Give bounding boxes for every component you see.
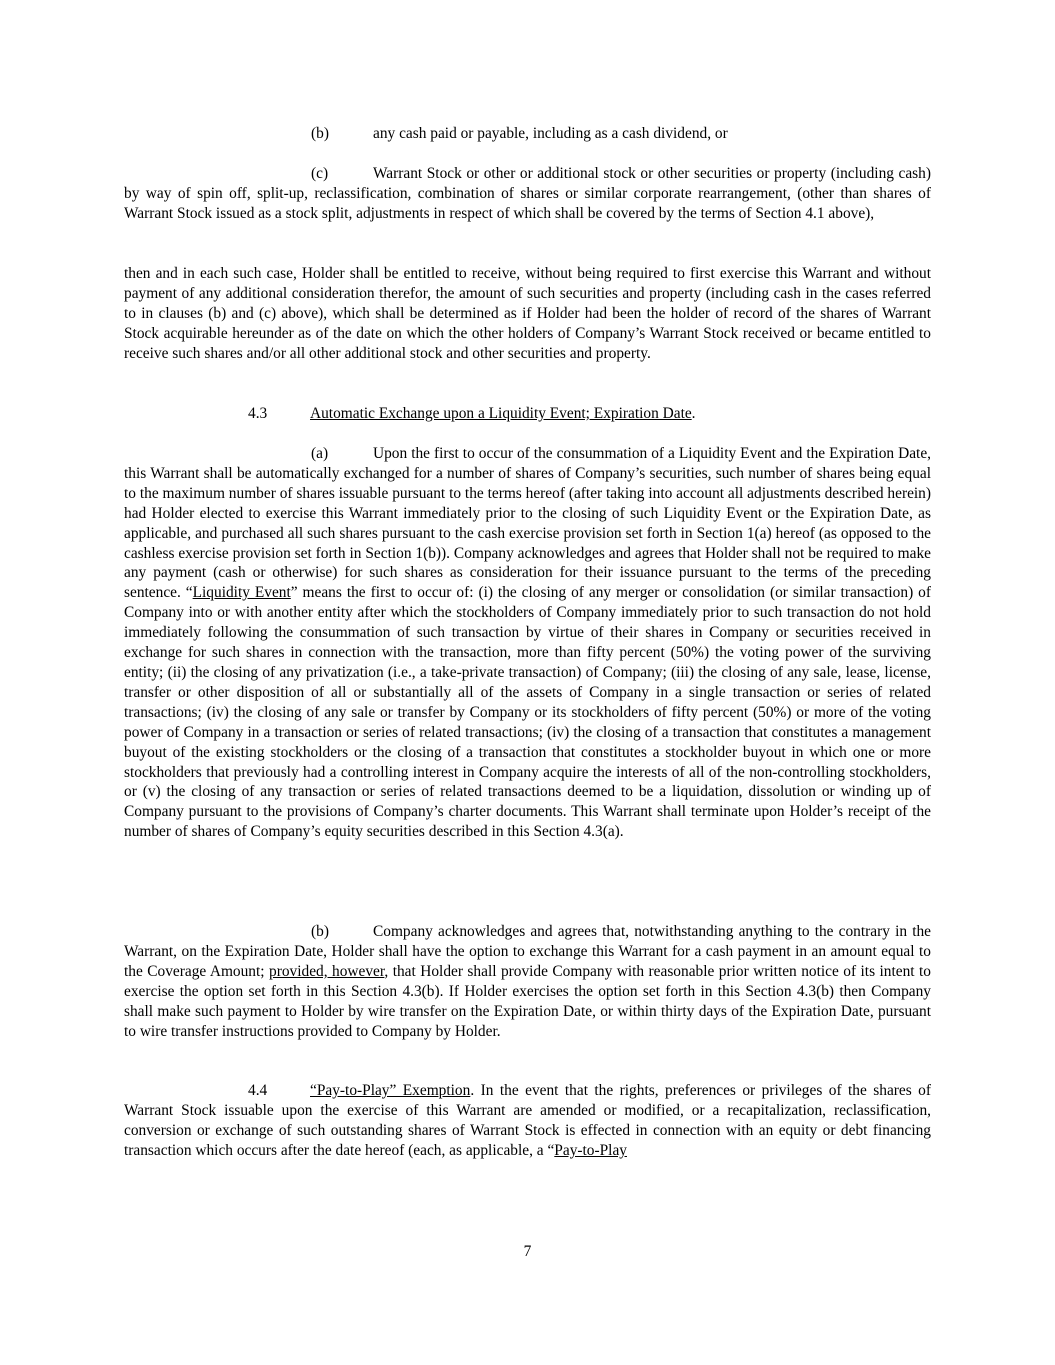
page-number: 7 <box>523 1243 532 1260</box>
clause-b-cash-payable <box>124 124 931 144</box>
clause-c-label: (c) <box>311 165 329 182</box>
section-4-3-title: Automatic Exchange upon a Liquidity Event; Expiration Date <box>310 405 692 422</box>
paragraph-4-3-a-text-1: Upon the first to occur of the consummation of a Liquidity Event and the Expiration Date, this Warrant shall be automatically exchanged for a number of shares of Company’s securities, such number of shares being equal to the maximum number of shares issuable pursuant to the terms hereof (after taking into account all adjustments described herein) had Holder elected to exercise this Warrant immediately prior to the closing of such Liquidity Event or the Expiration Date, as applicable, and purchased all such shares pursuant to the cash exercise provision set forth in Section 1(a) hereof (as opposed to the cashless exercise provision set forth in Section 1(b)). Company acknowledges and agrees that Holder shall not be required to make any payment (cash or otherwise) for such shares as consideration for their issuance pursuant to the terms of the preceding sentence. “ <box>124 445 931 602</box>
paragraph-4-3-b-text-1: Company acknowledges and agrees that, notwithstanding anything to the contrary in the Warrant, on the Expiration Date, Holder shall have the option to exchange this Warrant for a cash payment in an amount equal to the Coverage Amount; <box>124 923 931 980</box>
then-paragraph: then and in each such case, Holder shall be entitled to receive, without being required to first exercise this Warrant and without payment of any additional consideration therefor, the amount of such securities and property (including cash in the cases referred to in clauses (b) and (c) above), which shall be determined as if Holder had been the holder of record of the shares of Warrant Stock acquirable hereunder as of the date on which the other holders of Company’s Warrant Stock received or became entitled to receive such shares and/or all other additional stock and other securities and property. <box>124 265 931 362</box>
liquidity-event-term: Liquidity Event <box>192 584 291 602</box>
section-4-3-number: 4.3 <box>248 405 268 422</box>
clause-c-securities <box>124 164 931 224</box>
section-4-4-title: “Pay-to-Play” Exemption <box>310 1082 471 1099</box>
pay-to-play-term: Pay-to-Play <box>554 1141 627 1159</box>
clause-c-text: Warrant Stock or other or additional stock or other securities or property (including cash) by way of spin off, split-up, reclassification, combination of shares or similar corporate rearrangement, (other than shares of Warrant Stock issued as a stock split, adjustments in respect of which shall be covered by the terms of Section 4.1 above), <box>124 165 931 222</box>
provided-however-term: provided, however <box>269 962 385 980</box>
section-4-4-number: 4.4 <box>248 1082 268 1099</box>
section-4-3-heading <box>124 404 931 424</box>
paragraph-4-3-b-label: (b) <box>311 923 329 940</box>
clause-b-label: (b) <box>311 125 329 142</box>
paragraph-4-3-b-text-2: , that Holder shall provide Company with reasonable prior written notice of its intent to exercise the option set forth in this Section 4.3(b). If Holder exercises the option set forth in this Section 4.3(b) then Company shall make such payment to Holder by wire transfer on the Expiration Date, or within thirty days of the Expiration Date, pursuant to wire transfer instructions provided to Company by Holder. <box>124 962 932 1040</box>
paragraph-4-3-a <box>124 444 931 842</box>
clause-b-text: any cash paid or payable, including as a cash dividend, or <box>373 125 728 142</box>
section-4-4-text: . In the event that the rights, preferences or privileges of the shares of Warrant Stock issuable upon the exercise of this Warrant are amended or modified, or a recapitalization, reclassification, conversion or exchange of such outstanding shares of Warrant Stock is effected in connection with an equity or debt financing transaction which occurs after the date hereof (each, as applicable, a “ <box>124 1082 931 1159</box>
paragraph-4-3-a-text-2: ” means the first to occur of: (i) the closing of any merger or consolidation (or similar transaction) of Company into or with another entity after which the stockholders of Company immediately prior to such transaction do not hold immediately following the consummation of such transaction by virtue of their shares in Company or securities received in exchange for such shares in connection with the transaction, more than fifty percent (50%) the voting power of the surviving entity; (ii) the closing of any privatization (i.e., a take-private transaction) of Company; (iii) the closing of any sale, lease, license, transfer or other disposition of all or substantially all of the assets of Company in a single transaction or series of related transactions; (iv) the closing of any sale or transfer by Company or its stockholders of fifty percent (50%) or more of the voting power of Company in a transaction or series of related transactions; (iv) the closing of a transaction that constitutes a management buyout of the existing stockholders or the closing of a transaction that constitutes a stockholder buyout in which one or more stockholders that previously had a controlling interest in Company acquire the interests of all of the non-controlling stockholders, or (v) the closing of any transaction or series of related transactions deemed to be a liquidation, dissolution or winding up of Company pursuant to the provisions of Company’s charter documents. This Warrant shall terminate upon Holder’s receipt of the number of shares of Company’s equity securities described in this Section 4.3(a). <box>124 584 931 841</box>
paragraph-4-3-b <box>124 922 931 1041</box>
section-4-3-title-period: . <box>691 405 696 422</box>
section-4-4 <box>124 1081 931 1161</box>
paragraph-4-3-a-label: (a) <box>311 445 329 462</box>
